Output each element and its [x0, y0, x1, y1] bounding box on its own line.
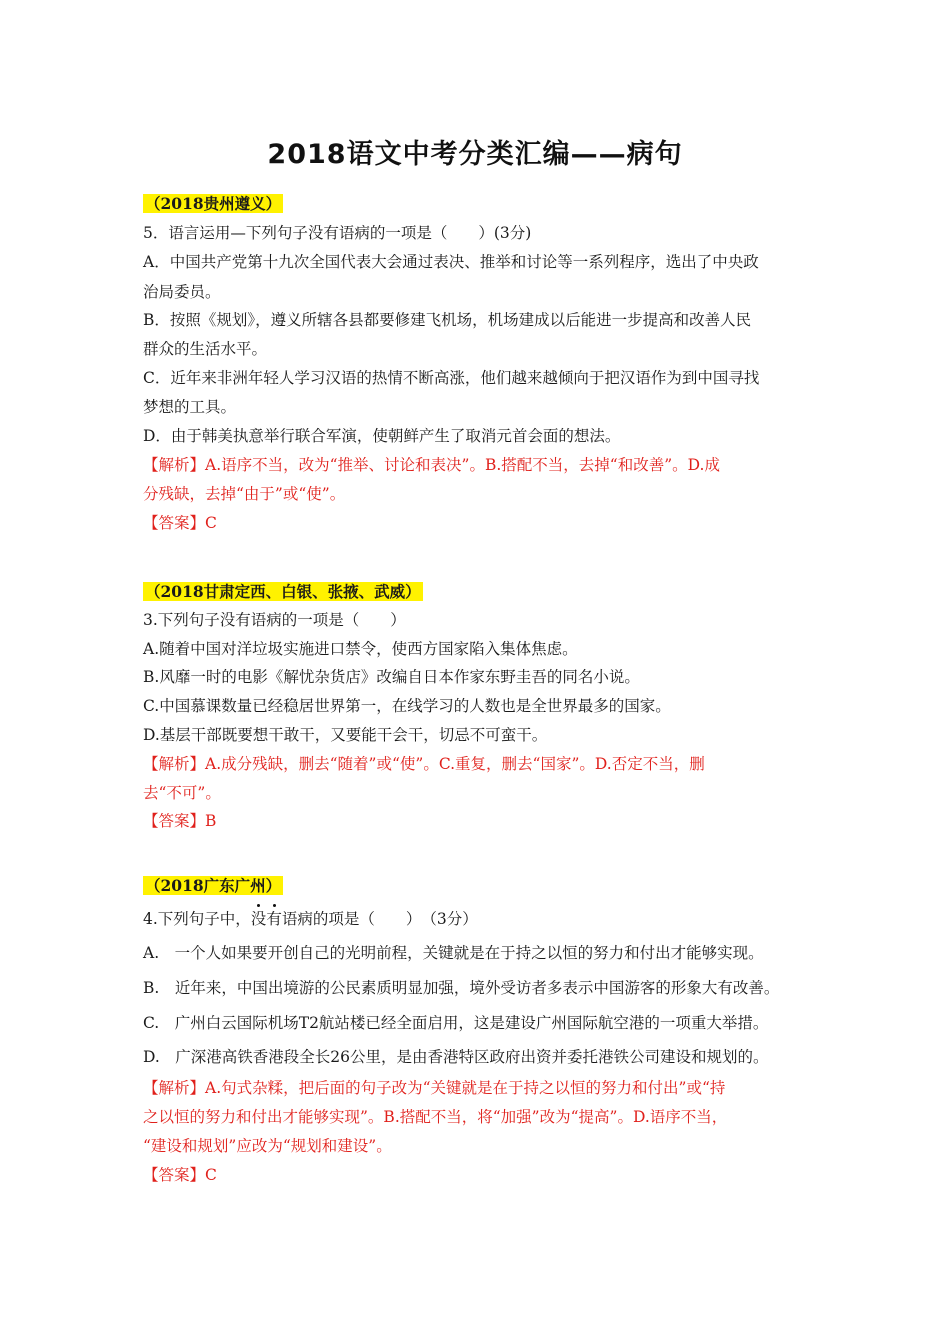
- option-line: A．中国共产党第十九次全国代表大会通过表决、推举和讨论等一系列程序，选出了中央政: [143, 253, 759, 271]
- option-line: D.基层干部既要想干敢干，又要能干会干，切忌不可蛮干。: [143, 726, 548, 744]
- option-line: B.风靡一时的电影《解忧杂货店》改编自日本作家东野圭吾的同名小说。: [143, 668, 640, 686]
- emphasis-dot-char: 没: [250, 910, 267, 928]
- question-stem: 5．语言运用—下列句子没有语病的一项是（ ）(3分): [143, 224, 532, 242]
- answer-line: 【答案】C: [143, 514, 217, 532]
- analysis-line: 去“不可”。: [143, 784, 221, 802]
- source-tag: （2018甘肃定西、白银、张掖、武威）: [145, 582, 421, 601]
- analysis-line: “建设和规划”应改为“规划和建设”。: [143, 1137, 392, 1155]
- option-line: D．由于韩美执意举行联合军演，使朝鲜产生了取消元首会面的想法。: [143, 427, 621, 445]
- source-tag: （2018贵州遵义）: [145, 194, 282, 213]
- section-tag: [143, 876, 283, 896]
- option-line: 群众的生活水平。: [143, 340, 268, 358]
- option-line: A. 一个人如果要开创自己的光明前程，关键就是在于持之以恒的努力和付出才能够实现。: [143, 944, 764, 962]
- option-line: B．按照《规划》，遵义所辖各县都要修建飞机场，机场建成以后能进一步提高和改善人民: [143, 311, 752, 329]
- emphasis-dot-char: 有: [266, 910, 282, 928]
- section-tag: [143, 582, 423, 602]
- analysis-line: 【解析】A.句式杂糅，把后面的句子改为“关键就是在于持之以恒的努力和付出”或“持: [143, 1079, 726, 1097]
- page-title: 2018语文中考分类汇编——病句: [267, 139, 683, 170]
- option-line: 治局委员。: [143, 283, 221, 301]
- option-line: D. 广深港高铁香港段全长26公里，是由香港特区政府出资并委托港铁公司建设和规划的。: [143, 1048, 769, 1066]
- analysis-line: 之以恒的努力和付出才能够实现”。B.搭配不当，将“加强”改为“提高”。D.语序不当，: [143, 1108, 728, 1126]
- option-line: C. 广州白云国际机场T2航站楼已经全面启用，这是建设广州国际航空港的一项重大举措。: [143, 1014, 769, 1032]
- option-line: B. 近年来，中国出境游的公民素质明显加强，境外受访者多表示中国游客的形象大有改善。: [143, 979, 780, 997]
- answer-line: 【答案】C: [143, 1166, 217, 1184]
- option-line: A.随着中国对洋垃圾实施进口禁令，使西方国家陷入集体焦虑。: [143, 640, 578, 658]
- section-tag: [143, 194, 283, 214]
- source-tag: （2018广东广州）: [145, 876, 282, 895]
- answer-line: 【答案】B: [143, 812, 217, 830]
- analysis-line: 【解析】A.成分残缺，删去“随着”或“使”。C.重复，删去“国家”。D.否定不当，删: [143, 755, 705, 773]
- question-stem: 3.下列句子没有语病的一项是（ ）: [143, 611, 406, 629]
- question-stem: 4.下列句子中，没有语病的项是（ ） （3分）: [143, 910, 478, 928]
- option-line: C.中国慕课数量已经稳居世界第一，在线学习的人数也是全世界最多的国家。: [143, 697, 671, 715]
- option-line: C．近年来非洲年轻人学习汉语的热情不断高涨，他们越来越倾向于把汉语作为到中国寻找: [143, 369, 760, 387]
- analysis-line: 【解析】A.语序不当，改为“推举、讨论和表决”。B.搭配不当，去掉“和改善”。D.成: [143, 456, 720, 474]
- option-line: 梦想的工具。: [143, 398, 237, 416]
- analysis-line: 分残缺，去掉“由于”或“使”。: [143, 485, 346, 503]
